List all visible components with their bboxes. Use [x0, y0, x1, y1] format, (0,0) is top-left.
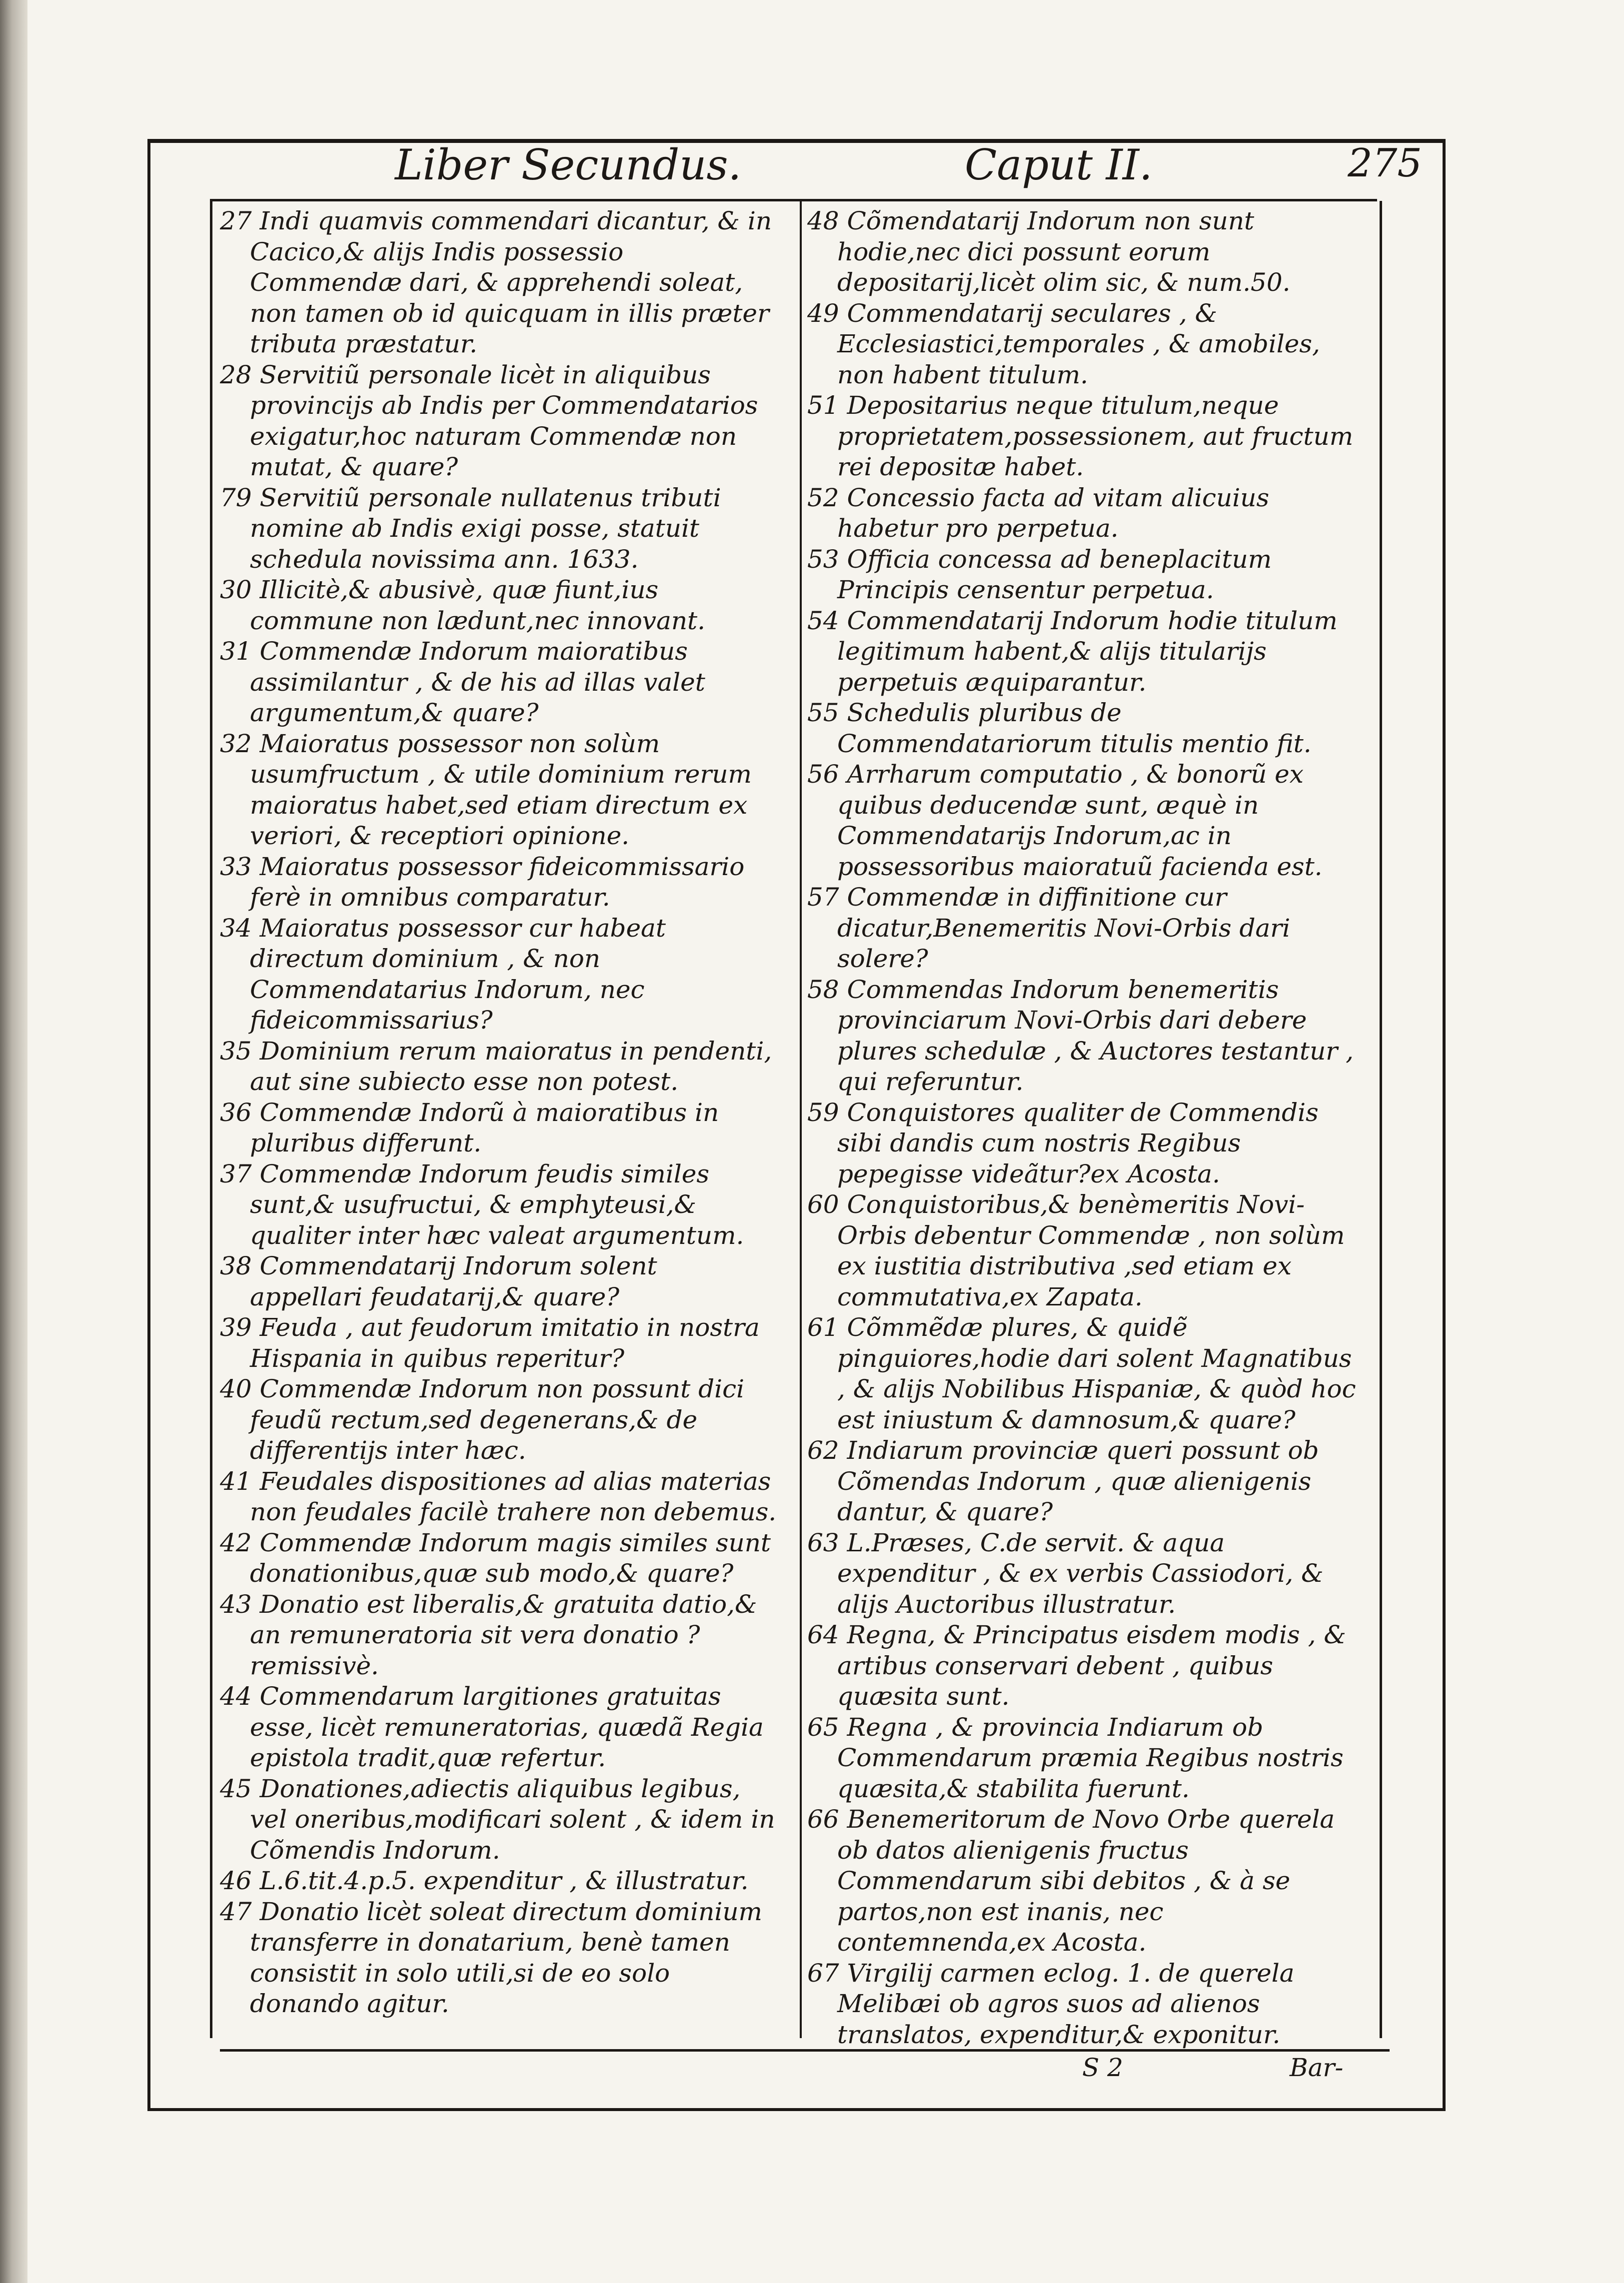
summary-entry [220, 1774, 777, 1866]
entry-number: 64 [807, 1620, 839, 1649]
entry-text: Commendæ Indorũ à maioratibus in pluribus differunt. [250, 1098, 719, 1157]
summary-entry [220, 636, 777, 729]
entry-number: 53 [807, 544, 839, 574]
summary-entry [807, 698, 1367, 759]
column-divider [800, 201, 802, 2038]
entry-number: 63 [807, 1528, 839, 1557]
entry-text: Regna , & provincia Indiarum ob Commendarum præmia Regibus nostris quæsita,& stabilita fuerunt. [837, 1712, 1344, 1803]
entry-number: 79 [220, 483, 252, 512]
entry-number: 59 [807, 1098, 839, 1127]
summary-entry [807, 1804, 1367, 1958]
entry-text: Virgilij carmen eclog. 1. de querela Melibæi ob agros suos ad alienos translatos, expenditur,& exponitur. [837, 1958, 1295, 2049]
entry-text: Depositarius neque titulum,neque proprietatem,possessionem, aut fructum rei depositæ habet. [837, 391, 1354, 481]
summary-entry [807, 206, 1367, 298]
entry-text: Commendæ in diffinitione cur dicatur,Benemeritis Novi-Orbis dari solere? [837, 883, 1291, 973]
summary-entry [220, 206, 777, 360]
entry-number: 27 [220, 206, 252, 235]
entry-number: 35 [220, 1036, 252, 1066]
entry-text: Commendæ Indorum maioratibus assimilantur , & de his ad illas valet argumentum,& quare? [250, 637, 705, 727]
entry-number: 56 [807, 760, 839, 789]
entry-number: 44 [220, 1682, 252, 1711]
entry-number: 49 [807, 298, 839, 328]
entry-number: 43 [220, 1589, 252, 1619]
summary-entry [220, 1036, 777, 1098]
summary-entry [807, 298, 1367, 391]
catchword: Bar- [1290, 2053, 1344, 2082]
book-binding-edge [0, 0, 30, 2283]
entry-number: 28 [220, 360, 252, 389]
summary-entry [807, 1098, 1367, 1190]
entry-text: Indi quamvis commendari dicantur, & in Cacico,& alijs Indis possessio Commendæ dari, & apprehendi soleat, non tamen ob id quicquam in illis præter tributa præstatur. [250, 206, 772, 358]
entry-text: Commendas Indorum benemeritis provinciarum Novi-Orbis dari debere plures schedulæ , & Auctores testantur , qui referuntur. [837, 975, 1354, 1096]
entry-text: Officia concessa ad beneplacitum Principis censentur perpetua. [837, 544, 1272, 604]
entry-number: 37 [220, 1159, 252, 1188]
running-head [150, 141, 1437, 196]
entry-number: 58 [807, 975, 839, 1004]
entry-number: 33 [220, 852, 252, 881]
entry-text: Conquistores qualiter de Commendis sibi dandis cum nostris Regibus pepegisse videãtur?ex Acosta. [837, 1098, 1319, 1188]
entry-number: 34 [220, 913, 252, 943]
entry-text: Concessio facta ad vitam alicuius habetur pro perpetua. [837, 483, 1270, 543]
entry-text: Regna, & Principatus eisdem modis , & artibus conservari debent , quibus quæsita sunt. [837, 1620, 1346, 1711]
entry-text: Servitiũ personale nullatenus tributi nomine ab Indis exigi posse, statuit schedula novissima ann. 1633. [250, 483, 721, 574]
entry-number: 32 [220, 729, 252, 758]
entry-text: Cõmendatarij Indorum non sunt hodie,nec dici possunt eorum depositarij,licèt olim sic, & num.50. [837, 206, 1291, 297]
entry-number: 52 [807, 483, 839, 512]
entry-text: Dominium rerum maioratus in pendenti, aut sine subiecto esse non potest. [250, 1036, 772, 1096]
summary-entry [807, 975, 1367, 1098]
summary-entry [807, 1712, 1367, 1805]
entry-text: Illicitè,& abusivè, quæ fiunt,ius commune non lædunt,nec innovant. [250, 575, 706, 635]
entry-number: 30 [220, 575, 252, 604]
summary-entry [220, 360, 777, 483]
summary-entry [807, 1620, 1367, 1712]
summary-entry [220, 1466, 777, 1528]
right-column [807, 206, 1367, 2049]
summary-entry [220, 1866, 777, 1897]
summary-entry [807, 1958, 1367, 2051]
summary-entry [807, 483, 1367, 544]
entry-text: Conquistoribus,& benèmeritis Novi-Orbis debentur Commendæ , non solùm ex iustitia distributiva ,sed etiam ex commutativa,ex Zapata. [837, 1190, 1345, 1311]
summary-entry [220, 1528, 777, 1589]
summary-entry [220, 1159, 777, 1251]
signature-mark: S 2 [1082, 2053, 1123, 2082]
entry-number: 39 [220, 1313, 252, 1342]
entry-text: Benemeritorum de Novo Orbe querela ob datos alienigenis fructus Commendarum sibi debitos , & à se partos,non est inanis, nec contemnenda,ex Acosta. [837, 1805, 1335, 1957]
entry-number: 40 [220, 1374, 252, 1403]
entry-text: Commendæ Indorum magis similes sunt donationibus,quæ sub modo,& quare? [250, 1528, 771, 1588]
entry-number: 47 [220, 1897, 252, 1926]
entry-text: Maioratus possessor fideicommissario ferè in omnibus comparatur. [250, 852, 745, 912]
entry-number: 67 [807, 1958, 839, 1988]
entry-number: 36 [220, 1098, 252, 1127]
entry-text: Donatio est liberalis,& gratuita datio,& an remuneratoria sit vera donatio ? remissivè. [250, 1589, 757, 1680]
entry-text: Commendæ Indorum feudis similes sunt,& usufructui, & emphyteusi,& qualiter inter hæc valeat argumentum. [250, 1159, 744, 1250]
summary-entry [807, 544, 1367, 606]
page-number: 275 [1348, 141, 1422, 186]
summary-entry [807, 1528, 1367, 1620]
summary-entry [220, 852, 777, 913]
summary-entry [220, 1681, 777, 1774]
summary-entry [220, 729, 777, 852]
entry-number: 66 [807, 1805, 839, 1834]
footer-rule [220, 2049, 1390, 2052]
summary-entry [807, 1435, 1367, 1528]
summary-entry [807, 1312, 1367, 1435]
entry-text: Commendæ Indorum non possunt dici feudũ rectum,sed degenerans,& de differentijs inter hæc. [250, 1374, 745, 1465]
entry-number: 51 [807, 391, 839, 420]
entry-text: Donationes,adiectis aliquibus legibus, vel oneribus,modificari solent , & idem in Cõmendis Indorum. [250, 1774, 775, 1865]
summary-entry [807, 882, 1367, 975]
entry-number: 41 [220, 1466, 252, 1496]
entry-text: Commendarum largitiones gratuitas esse, licèt remuneratorias, quædã Regia epistola tradit,quæ refertur. [250, 1682, 764, 1772]
entry-number: 42 [220, 1528, 252, 1557]
entry-number: 65 [807, 1712, 839, 1742]
entry-number: 48 [807, 206, 839, 235]
entry-number: 60 [807, 1190, 839, 1219]
entry-text: Cõmmẽdæ plures, & quidẽ pinguiores,hodie dari solent Magnatibus , & alijs Nobilibus Hispaniæ, & quòd hoc est iniustum & damnosum,& quare? [837, 1313, 1356, 1434]
entry-number: 55 [807, 698, 839, 727]
entry-text: Indiarum provinciæ queri possunt ob Cõmendas Indorum , quæ alienigenis dantur, & quare? [837, 1436, 1319, 1526]
entry-text: Feudales dispositiones ad alias materias non feudales facilè trahere non debemus. [250, 1466, 777, 1526]
summary-entry [220, 1098, 777, 1159]
left-column [220, 206, 777, 2030]
summary-entry [807, 390, 1367, 483]
entry-text: Feuda , aut feudorum imitatio in nostra Hispania in quibus reperitur? [250, 1313, 760, 1373]
summary-entry [220, 1589, 777, 1682]
entry-text: Donatio licèt soleat directum dominium transferre in donatarium, benè tamen consistit in solo utili,si de eo solo donando agitur. [250, 1897, 762, 2018]
summary-entry [807, 1189, 1367, 1312]
running-head-chapter: Caput II. [965, 140, 1153, 189]
running-head-book: Liber Secundus. [395, 140, 742, 189]
entry-text: Arrharum computatio , & bonorũ ex quibus deducendæ sunt, æquè in Commendatarijs Indorum,ac in possessoribus maioratuũ facienda est. [837, 760, 1323, 881]
entry-text: Commendatarij Indorum hodie titulum legitimum habent,& alijs titularijs perpetuis æquiparantur. [837, 606, 1338, 697]
entry-text: Commendatarij Indorum solent appellari feudatarij,& quare? [250, 1251, 657, 1311]
entry-number: 46 [220, 1866, 252, 1895]
entry-number: 57 [807, 883, 839, 912]
summary-entry [220, 1374, 777, 1466]
entry-text: L.6.tit.4.p.5. expenditur , & illustratur. [259, 1866, 749, 1895]
summary-entry [220, 483, 777, 575]
summary-entry [220, 1251, 777, 1312]
entry-number: 31 [220, 637, 252, 666]
entry-text: Maioratus possessor cur habeat directum dominium , & non Commendatarius Indorum, nec fideicommissarius? [250, 913, 666, 1035]
summary-entry [220, 913, 777, 1036]
summary-entry [807, 606, 1367, 698]
entry-text: L.Præses, C.de servit. & aqua expenditur , & ex verbis Cassiodori, & alijs Auctoribus illustratur. [837, 1528, 1324, 1619]
entry-number: 61 [807, 1313, 839, 1342]
summary-entry [807, 759, 1367, 882]
entry-number: 45 [220, 1774, 252, 1803]
entry-text: Commendatarij seculares , & Ecclesiastici,temporales , & amobiles, non habent titulum. [837, 298, 1320, 389]
entry-number: 54 [807, 606, 839, 635]
summary-entry [220, 575, 777, 636]
entry-text: Maioratus possessor non solùm usumfructum , & utile dominium rerum maioratus habet,sed etiam directum ex veriori, & receptiori opinione. [250, 729, 752, 850]
entry-text: Servitiũ personale licèt in aliquibus provincijs ab Indis per Commendatarios exigatur,hoc naturam Commendæ non mutat, & quare? [250, 360, 758, 481]
entry-number: 38 [220, 1251, 252, 1280]
entry-text: Schedulis pluribus de Commendatariorum titulis mentio fit. [837, 698, 1312, 758]
entry-number: 62 [807, 1436, 839, 1465]
summary-entry [220, 1897, 777, 2020]
summary-entry [220, 1312, 777, 1374]
